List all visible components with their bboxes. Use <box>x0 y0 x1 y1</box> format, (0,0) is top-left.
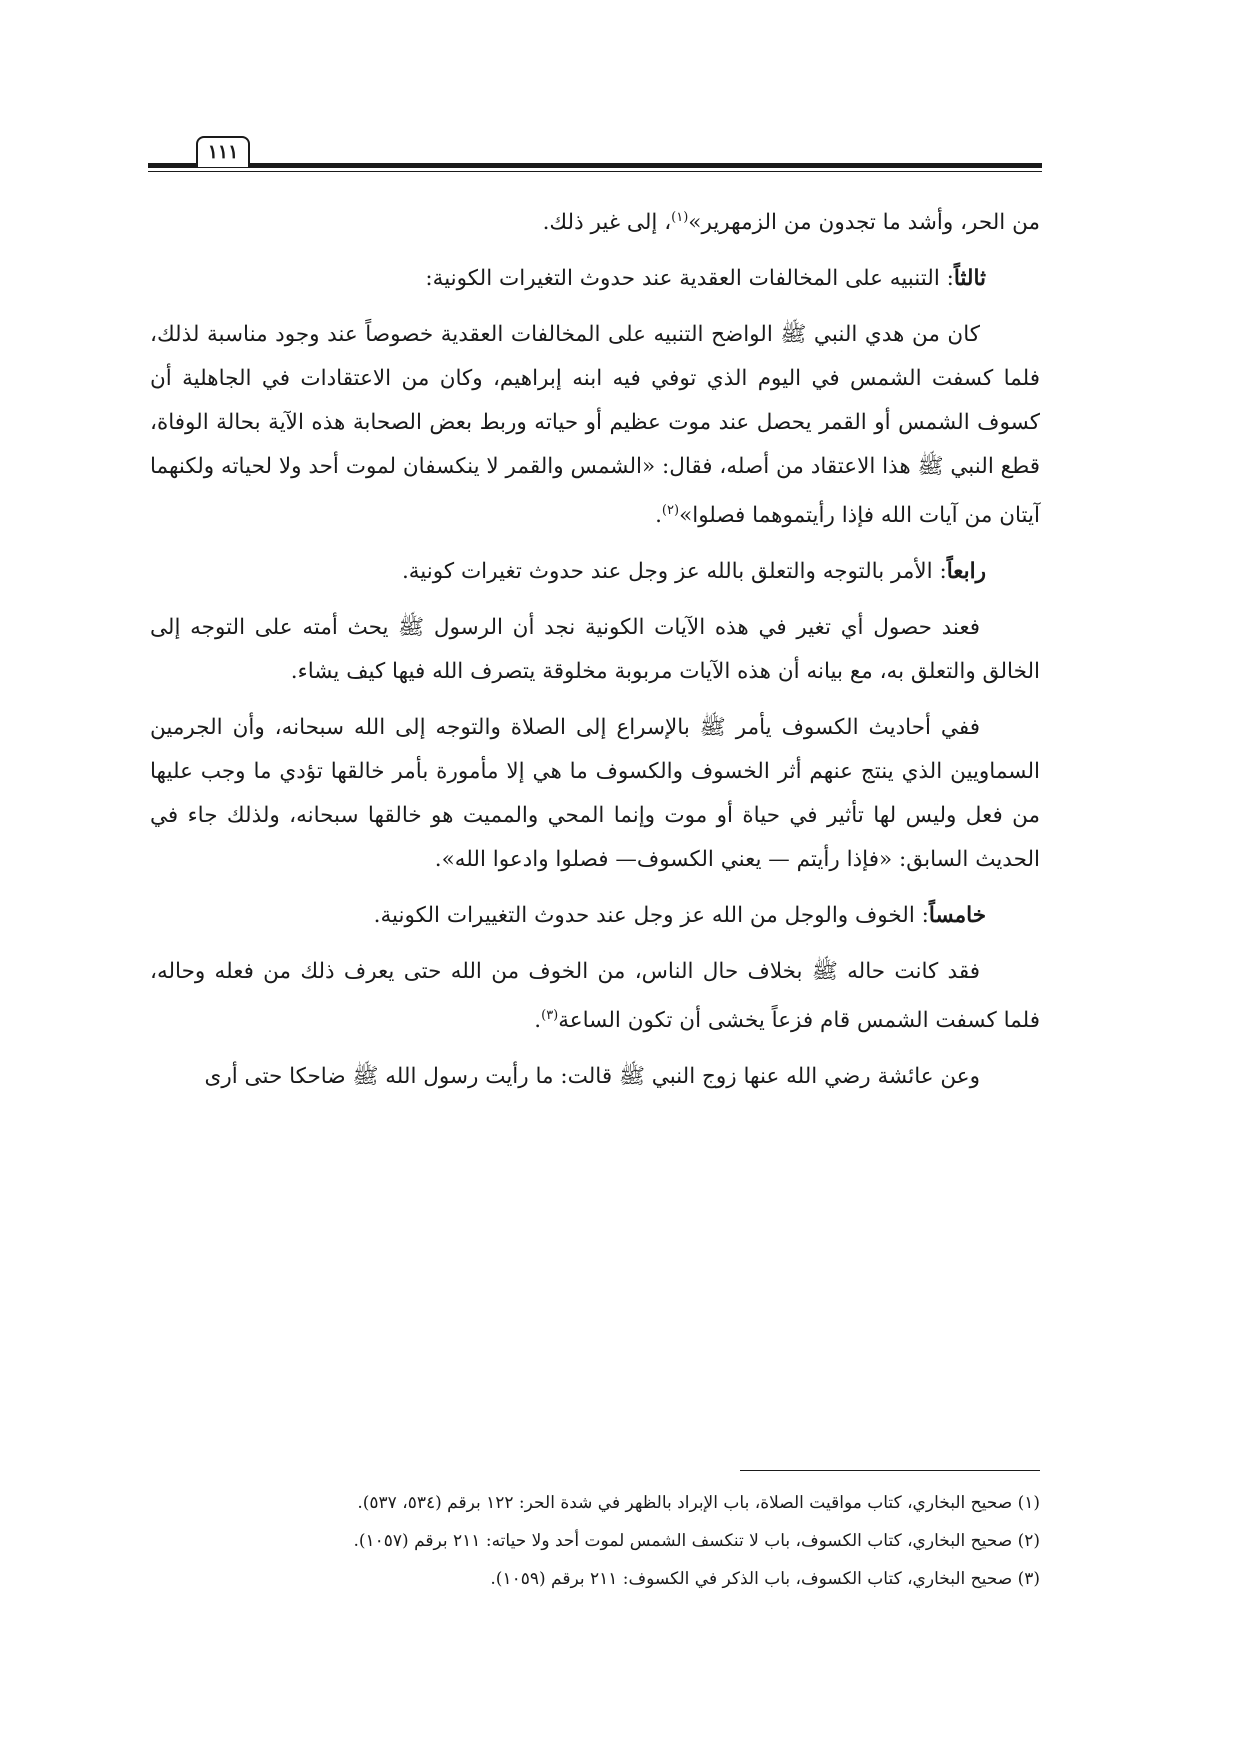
paragraph-4: ففي أحاديث الكسوف يأمر ﷺ بالإسراع إلى الصلاة والتوجه إلى الله سبحانه، وأن الجرمين السماويين الذي ينتج عنهم أثر الخسوف والكسوف ما هي إلا مأمورة بأمر خالقها تؤدي ما وجب عليها من فعل وليس لها تأثير في حياة أو موت وإنما المحي والمميت هو خالقها سبحانه، ولذلك جاء في الحديث السابق: «فإذا رأيتم — يعني الكسوف— فصلوا وادعوا الله». <box>150 715 1040 873</box>
paragraph-3: فعند حصول أي تغير في هذه الآيات الكونية نجد أن الرسول ﷺ يحث أمته على التوجه إلى الخالق والتعلق به، مع بيانه أن هذه الآيات مربوبة مخلوقة يتصرف الله فيها كيف يشاء. <box>150 615 1040 685</box>
heading-third: ثالثاً: التنبيه على المخالفات العقدية عند حدوث التغيرات الكونية: <box>425 266 986 292</box>
heading-fifth: خامساً: الخوف والوجل من الله عز وجل عند حدوث التغييرات الكونية. <box>373 903 986 929</box>
header-rule <box>148 163 1042 168</box>
footnotes <box>150 1484 1040 1598</box>
paragraph-5: فقد كانت حاله ﷺ بخلاف حال الناس، من الخوف من الله حتى يعرف ذلك من فعله وحاله، فلما كسفت الشمس قام فزعاً يخشى أن تكون الساعة$^{(٣)}$. <box>150 959 1040 1034</box>
paragraph-2: كان من هدي النبي ﷺ الواضح التنبيه على المخالفات العقدية خصوصاً عند وجود مناسبة لذلك، فلما كسفت الشمس في اليوم الذي توفي فيه ابنه إبراهيم، وكان من الاعتقادات في الجاهلية أن كسوف الشمس أو القمر يحصل عند موت عظيم أو حياته وربط بعض الصحابة هذه الآية بحالة الوفاة، قطع النبي ﷺ هذا الاعتقاد من أصله، فقال: «الشمس والقمر لا ينكسفان لموت أحد ولا لحياته ولكنهما آيتان من آيات الله فإذا رأيتموهما فصلوا»$^{(٢)}$. <box>150 322 1040 529</box>
main-text <box>150 196 1040 1111</box>
footnote-3: (٣) صحيح البخاري، كتاب الكسوف، باب الذكر في الكسوف: ٢١١ برقم (١٠٥٩). <box>490 1569 1040 1589</box>
footnote-ref-2[interactable]: (٢) <box>661 503 680 519</box>
page-number: ١١١ <box>196 136 250 167</box>
paragraph-6: وعن عائشة رضي الله عنها زوج النبي ﷺ قالت: ما رأيت رسول الله ﷺ ضاحكا حتى أرى <box>204 1064 980 1090</box>
footnote-ref-3[interactable]: (٣) <box>541 1008 559 1024</box>
footnote-1: (١) صحيح البخاري، كتاب مواقيت الصلاة، باب الإبراد بالظهر في شدة الحر: ١٢٢ برقم (٥٣٤، ٥٣٧). <box>357 1493 1040 1513</box>
footnote-ref-1[interactable]: (١) <box>671 210 689 225</box>
paragraph-1: من الحر، وأشد ما تجدون من الزمهرير»$^{(١)}$، إلى غير ذلك. <box>542 210 1040 236</box>
footnote-separator <box>740 1470 1040 1471</box>
header-rule-thin <box>148 171 1042 172</box>
footnote-2: (٢) صحيح البخاري، كتاب الكسوف، باب لا تنكسف الشمس لموت أحد ولا حياته: ٢١١ برقم (١٠٥٧). <box>353 1531 1040 1551</box>
heading-fourth: رابعاً: الأمر بالتوجه والتعلق بالله عز وجل عند حدوث تغيرات كونية. <box>401 559 986 585</box>
